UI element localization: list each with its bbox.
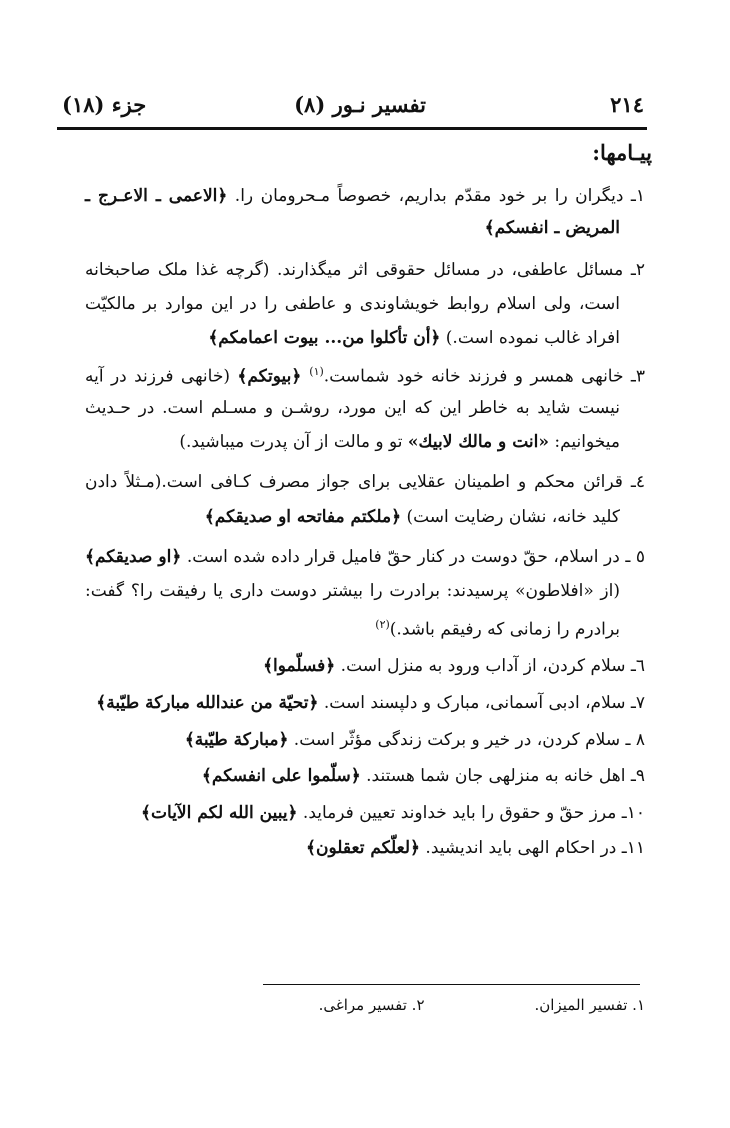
footnote-ref: (۱) <box>309 365 324 378</box>
part-label: جزء (۱۸) <box>62 92 147 117</box>
text-line: ۳ـ خانهی همسر و فرزند خانه خود شماست.$^{(۱)}$ ﴿بیوتکم﴾ (خانهی فرزند در آیه <box>85 365 646 387</box>
text-line: ۱ـ دیگران را بر خود مقدّم بداریم، خصوصاً مـحرومان را. ﴿الاعمی ـ الاعـرج ـ <box>85 186 645 206</box>
page-number: ۲۱٤ <box>610 92 644 117</box>
text-line: ۱۱ـ در احکام الهی باید اندیشید. ﴿لعلّکم تعقلون﴾ <box>306 838 645 858</box>
text-line: المریض ـ انفسکم﴾ <box>484 218 620 238</box>
section-title: پیـامها: <box>592 140 652 165</box>
text-line: کلید خانه، نشان رضایت است) ﴿ملکتم مفاتحه او صدیقکم﴾ <box>204 507 620 527</box>
text-line: ٥ ـ در اسلام، حقّ دوست در کنار حقّ فامیل قرار داده شده است. ﴿او صدیقکم﴾ <box>85 547 645 567</box>
text-line: نیست شاید به خاطر این که این مورد، روشـن و مسـلم است. در حـدیث <box>85 398 620 418</box>
text-line: (از «افلاطون» پرسیدند: برادرت را بیشتر دوست داری یا رفیقت را؟ گفت: <box>85 581 620 601</box>
footnotes <box>209 996 645 1014</box>
book-title: تفسیر نـور (۸) <box>294 92 426 117</box>
footnote-1: ۱. تفسیر المیزان. <box>534 996 645 1014</box>
footnote-2: ۲. تفسیر مراغی. <box>318 996 425 1014</box>
text-line: ۸ ـ سلام کردن، در خیر و برکت زندگی مؤثّر است. ﴿مبارکة طیّبة﴾ <box>184 730 645 750</box>
text-line: ٦ـ سلام کردن، از آداب ورود به منزل است. ﴿فسلّموا﴾ <box>263 656 645 676</box>
text-line: است، ولی اسلام روابط خویشاوندی و عاطفی را در این موارد بر مالکیّت <box>85 294 620 314</box>
text-line: افراد غالب نموده است.) ﴿أن تأکلوا من... بیوت اعمامکم﴾ <box>208 328 620 348</box>
text-line: ۹ـ اهل خانه به منزلهی جان شما هستند. ﴿سلّموا علی انفسکم﴾ <box>201 766 645 786</box>
text-line: برادرم را زمانی که رفیقم باشد.)$^{(۲)}$ <box>375 618 620 640</box>
text-line: ۱۰ـ مرز حقّ و حقوق را باید خداوند تعیین فرماید. ﴿یبین الله لکم الآیات﴾ <box>141 803 645 823</box>
text-line: میخوانیم: «انت و مالك لابیك» تو و مالت از آن پدرت میباشید.) <box>179 432 620 452</box>
text-line: ۷ـ سلام، ادبی آسمانی، مبارک و دلپسند است. ﴿تحیّة من عندالله مبارکة طیّبة﴾ <box>96 693 645 713</box>
text-line: ۲ـ مسائل عاطفی، در مسائل حقوقی اثر میگذارند. (گرچه غذا ملک صاحبخانه <box>85 260 645 280</box>
footnote-rule <box>263 984 640 985</box>
footnote-ref: (۲) <box>375 618 390 631</box>
text-line: ٤ـ قرائن محکم و اطمینان عقلایی برای جواز مصرف کـافی است.(مـثلاً دادن <box>85 472 645 492</box>
